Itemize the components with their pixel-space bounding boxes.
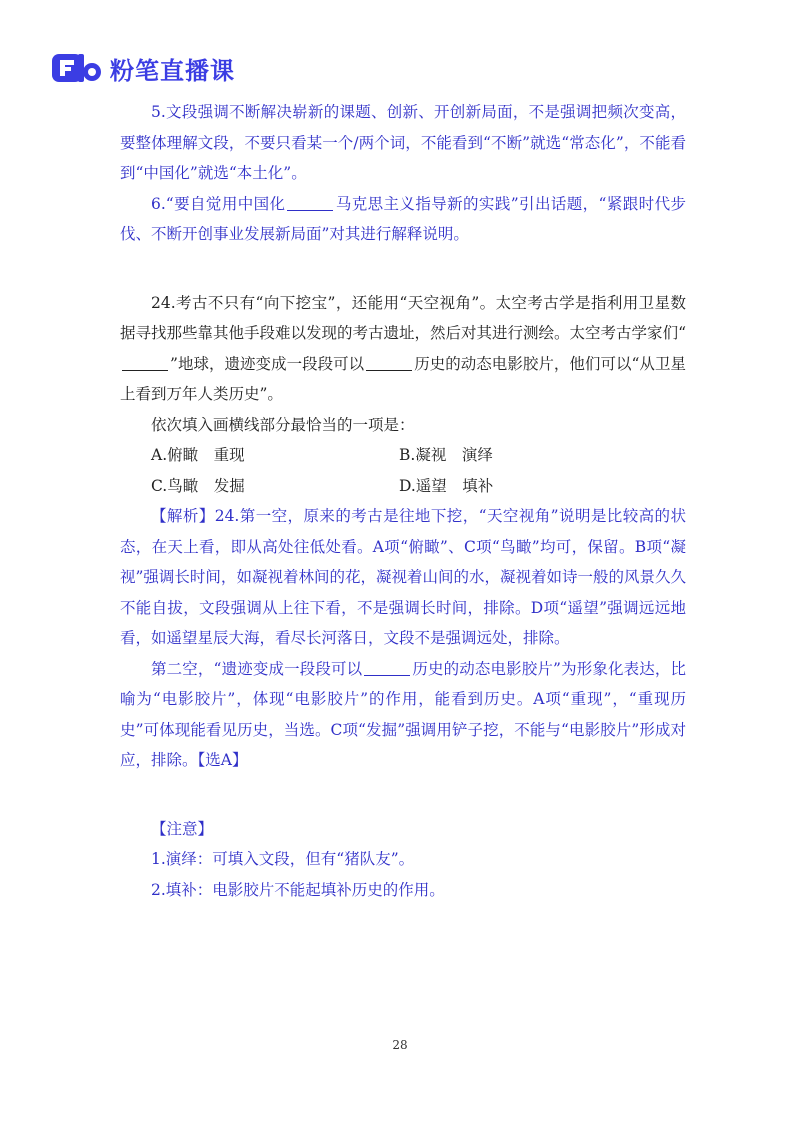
option-a: A.俯瞰 重现 <box>151 446 245 464</box>
fb-logo-icon <box>52 52 102 84</box>
blank-line <box>366 354 412 371</box>
answer-options <box>151 440 686 501</box>
question-prompt: 依次填入画横线部分最恰当的一项是： <box>151 415 415 434</box>
page-content <box>120 97 686 905</box>
attention-item-1: 1.演绎：可填入文段，但有“猪队友”。 <box>151 850 415 868</box>
question-stem: 24.考古不只有“向下挖宝”，还能用“天空视角”。太空考古学是指利用卫星数据寻找那些靠其他手段难以发现的考古遗址，然后对其进行测绘。太空考古学家们“”地球，遗迹变成一段段可以 历史的动态电影胶片，他们可以“从卫星上看到万年人类历史”。 <box>120 293 686 403</box>
attention-title: 【注意】 <box>151 819 214 838</box>
note-item-6: 6.“要自觉用中国化 马克思主义指导新的实践”引出话题，“紧跟时代步伐、不断开创事业发展新局面”对其进行解释说明。 <box>120 194 686 243</box>
option-c: C.鸟瞰 发掘 <box>151 476 245 495</box>
brand-name: 粉笔直播课 <box>110 56 235 85</box>
analysis-paragraph-2: 第二空，“遗迹变成一段段可以 历史的动态电影胶片”为形象化表达，比喻为“电影胶片”，体现“电影胶片”的作用，能看到历史。A项“重现”，“重现历史”可体现能看见历史，当选。C项“发掘”强调用铲子挖，不能与“电影胶片”形成对应，排除。【选A】 <box>120 659 686 769</box>
blank-line <box>364 659 410 676</box>
blank-line <box>287 194 333 211</box>
option-d: D.遥望 填补 <box>399 476 494 495</box>
brand-logo <box>52 52 235 84</box>
page-number: 28 <box>392 1038 408 1052</box>
attention-item-2: 2.填补：电影胶片不能起填补历史的作用。 <box>151 880 445 899</box>
option-b: B.凝视 演绎 <box>399 446 493 464</box>
answer-label: 【选A】 <box>197 751 248 769</box>
analysis-paragraph-1: 【解析】24.第一空，原来的考古是往地下挖，“天空视角”说明是比较高的状态，在天上看，即从高处往低处看。A项“俯瞰”、C项“鸟瞰”均可，保留。B项“凝视”强调长时间，如凝视着林间的花，凝视着山间的水，凝视着如诗一般的风景久久不能自拔，文段强调从上往下看，不是强调长时间，排除。D项“遥望”强调远远地看，如遥望星辰大海，看尽长河落日，文段不是强调远处，排除。 <box>120 507 686 647</box>
blank-line <box>122 354 168 371</box>
note-item-5: 5.文段强调不断解决崭新的课题、创新、开创新局面，不是强调把频次变高，要整体理解文段，不要只看某一个/两个词，不能看到“不断”就选“常态化”，不能看到“中国化”就选“本土化”。 <box>120 103 686 182</box>
